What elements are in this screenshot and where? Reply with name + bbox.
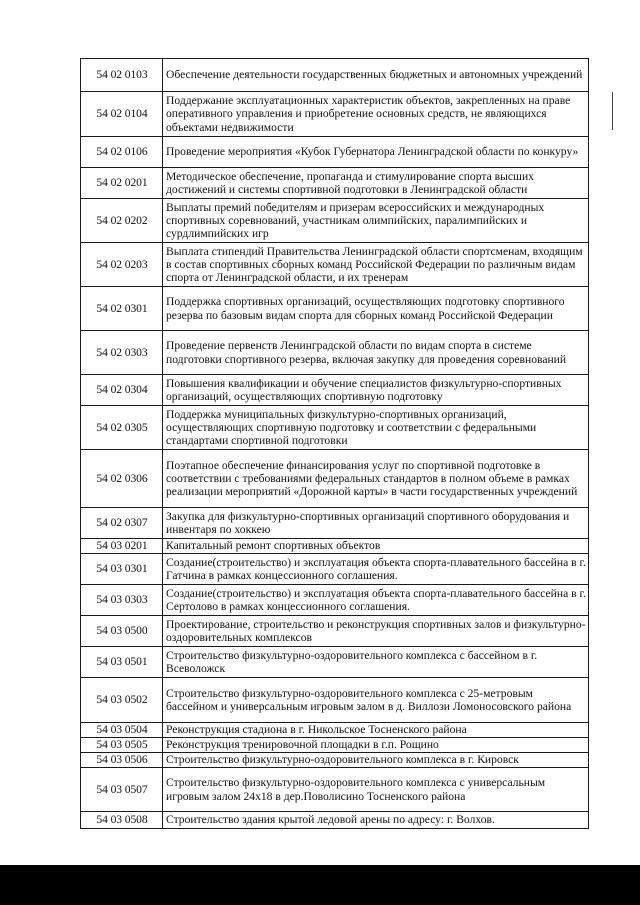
code-cell: 54 02 0106 bbox=[81, 137, 163, 168]
code-cell: 54 03 0508 bbox=[81, 812, 163, 829]
code-cell: 54 02 0307 bbox=[81, 508, 163, 539]
code-cell: 54 03 0301 bbox=[81, 554, 163, 585]
description-cell: Поддержка спортивных организаций, осуществляющих подготовку спортивного резерва по базовым видам спорта для сборных команд Российской Федерации bbox=[163, 287, 589, 331]
description-cell: Строительство здания крытой ледовой арены по адресу: г. Волхов. bbox=[163, 812, 589, 829]
description-cell: Реконструкция тренировочной площадки в г.п. Рощино bbox=[163, 738, 589, 753]
table-row bbox=[81, 59, 589, 92]
code-cell: 54 02 0301 bbox=[81, 287, 163, 331]
code-cell: 54 02 0103 bbox=[81, 59, 163, 92]
budget-codes-table bbox=[80, 58, 589, 829]
table-row bbox=[81, 331, 589, 375]
code-cell: 54 03 0201 bbox=[81, 539, 163, 554]
code-cell: 54 02 0201 bbox=[81, 168, 163, 199]
description-cell: Капитальный ремонт спортивных объектов bbox=[163, 539, 589, 554]
table-row bbox=[81, 243, 589, 287]
description-cell: Создание(строительство) и эксплуатация объекта спорта-плавательного бассейна в г. Сертолово в рамках концессионного соглашения. bbox=[163, 585, 589, 616]
code-cell: 54 03 0500 bbox=[81, 616, 163, 647]
description-cell: Поддержание эксплуатационных характеристик объектов, закрепленных на праве оперативного управления и приобретение основных средств, не являющихся объектами недвижимости bbox=[163, 92, 589, 137]
table-row bbox=[81, 539, 589, 554]
code-cell: 54 02 0104 bbox=[81, 92, 163, 137]
code-cell: 54 03 0504 bbox=[81, 723, 163, 738]
description-cell: Поддержка муниципальных физкультурно-спортивных организаций, осуществляющих спортивную подготовку и соответствии с федеральными стандартами спортивной подготовки bbox=[163, 406, 589, 450]
table-row bbox=[81, 554, 589, 585]
code-cell: 54 02 0202 bbox=[81, 199, 163, 243]
scan-margin-mark bbox=[612, 92, 613, 130]
table-row bbox=[81, 137, 589, 168]
description-cell: Реконструкция стадиона в г. Никольское Тосненского района bbox=[163, 723, 589, 738]
code-cell: 54 03 0501 bbox=[81, 647, 163, 678]
table-row bbox=[81, 678, 589, 723]
description-cell: Проектирование, строительство и реконструкция спортивных залов и физкультурно-оздоровительных комплексов bbox=[163, 616, 589, 647]
description-cell: Строительство физкультурно-оздоровительного комплекса с универсальным игровым залом 24х18 в дер.Поволисино Тосненского района bbox=[163, 768, 589, 812]
table-row bbox=[81, 168, 589, 199]
table-row bbox=[81, 375, 589, 406]
table-row bbox=[81, 406, 589, 450]
code-cell: 54 03 0505 bbox=[81, 738, 163, 753]
code-cell: 54 02 0304 bbox=[81, 375, 163, 406]
description-cell: Проведение первенств Ленинградской области по видам спорта в системе подготовки спортивного резерва, включая закупку для проведения соревнований bbox=[163, 331, 589, 375]
scan-bottom-border bbox=[0, 865, 640, 905]
code-cell: 54 03 0502 bbox=[81, 678, 163, 723]
table-row bbox=[81, 812, 589, 829]
description-cell: Строительство физкультурно-оздоровительного комплекса с бассейном в г. Всеволожск bbox=[163, 647, 589, 678]
table-row bbox=[81, 92, 589, 137]
table-row bbox=[81, 508, 589, 539]
table-row bbox=[81, 768, 589, 812]
table-row bbox=[81, 647, 589, 678]
code-cell: 54 03 0507 bbox=[81, 768, 163, 812]
description-cell: Обеспечение деятельности государственных бюджетных и автономных учреждений bbox=[163, 59, 589, 92]
code-cell: 54 02 0306 bbox=[81, 450, 163, 508]
table-row bbox=[81, 738, 589, 753]
code-cell: 54 02 0305 bbox=[81, 406, 163, 450]
description-cell: Методическое обеспечение, пропаганда и стимулирование спорта высших достижений и системы спортивной подготовки в Ленинградской области bbox=[163, 168, 589, 199]
code-cell: 54 02 0303 bbox=[81, 331, 163, 375]
table-row bbox=[81, 287, 589, 331]
description-cell: Создание(строительство) и эксплуатация объекта спорта-плавательного бассейна в г. Гатчина в рамках концессионного соглашения. bbox=[163, 554, 589, 585]
table-row bbox=[81, 199, 589, 243]
description-cell: Повышения квалификации и обучение специалистов физкультурно-спортивных организаций, осуществляющих спортивную подготовку bbox=[163, 375, 589, 406]
description-cell: Строительство физкультурно-оздоровительного комплекса с 25-метровым бассейном и универсальным игровым залом в д. Виллози Ломоносовского района bbox=[163, 678, 589, 723]
code-cell: 54 03 0506 bbox=[81, 753, 163, 768]
table-row bbox=[81, 616, 589, 647]
table-row bbox=[81, 450, 589, 508]
code-cell: 54 02 0203 bbox=[81, 243, 163, 287]
table-row bbox=[81, 585, 589, 616]
table-row bbox=[81, 753, 589, 768]
description-cell: Выплаты премий победителям и призерам всероссийских и международных спортивных соревнований, участникам олимпийских, паралимпийских и сурдлимпийских игр bbox=[163, 199, 589, 243]
description-cell: Закупка для физкультурно-спортивных организаций спортивного оборудования и инвентаря по хоккею bbox=[163, 508, 589, 539]
description-cell: Выплата стипендий Правительства Ленинградской области спортсменам, входящим в состав спортивных сборных команд Российской Федерации по различным видам спорта от Ленинградской области, и их тренерам bbox=[163, 243, 589, 287]
table-row bbox=[81, 723, 589, 738]
description-cell: Строительство физкультурно-оздоровительного комплекса в г. Кировск bbox=[163, 753, 589, 768]
description-cell: Проведение мероприятия «Кубок Губернатора Ленинградской области по конкуру» bbox=[163, 137, 589, 168]
description-cell: Поэтапное обеспечение финансирования услуг по спортивной подготовке в соответствии с требованиями федеральных стандартов в полном объеме в рамках реализации мероприятий «Дорожной карты» в части государственных учреждений bbox=[163, 450, 589, 508]
code-cell: 54 03 0303 bbox=[81, 585, 163, 616]
